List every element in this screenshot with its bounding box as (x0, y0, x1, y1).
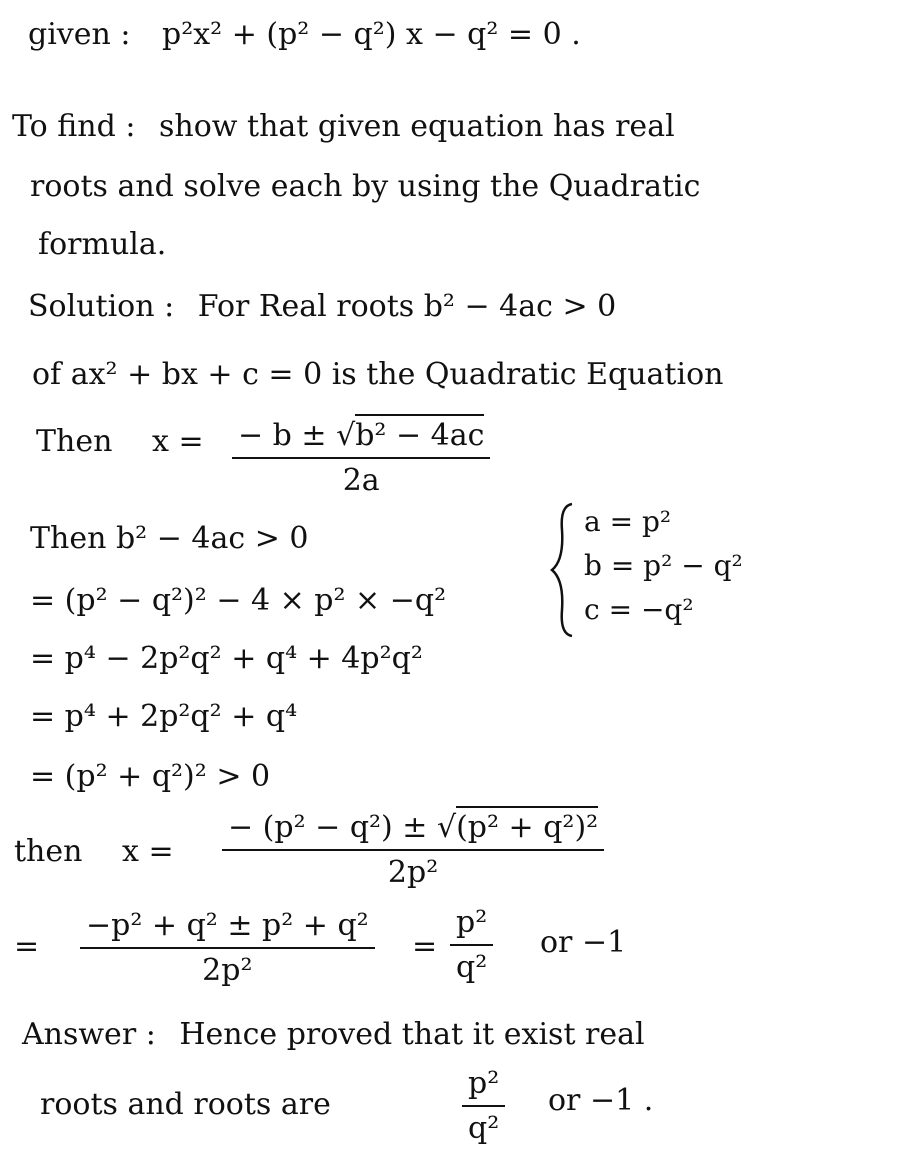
coefficients-box (548, 500, 748, 640)
roots-denominator: 2p² (387, 855, 439, 890)
solution-label: Solution : (28, 289, 175, 324)
quadratic-formula-numerator (232, 418, 490, 459)
answer-fraction (462, 1066, 505, 1146)
curly-brace-icon (548, 500, 578, 640)
solution-text-1: For Real roots b² − 4ac > 0 (197, 289, 617, 324)
quadratic-formula-radicand: b² − 4ac (355, 414, 484, 453)
given-line (28, 18, 581, 51)
answer-fraction-numerator: p² (462, 1066, 505, 1107)
solution-line-1 (28, 290, 616, 323)
discriminant-step-1: = (p² − q²)² − 4 × p² × −q² (30, 583, 447, 618)
discriminant-step-4: = (p² + q²)² > 0 (30, 759, 271, 794)
discriminant-then-line: Then b² − 4ac > 0 (30, 521, 309, 556)
roots-radicand: (p² + q²)² (456, 806, 598, 845)
to-find-label: To find : (12, 109, 136, 144)
coefficient-b: b = p² − q² (584, 549, 743, 582)
answer-line-2: roots and roots are (40, 1087, 331, 1122)
to-find-text-1: show that given equation has real (159, 109, 675, 144)
quadratic-formula-denominator: 2a (342, 463, 380, 498)
answer-label: Answer : (22, 1017, 156, 1052)
simplified-denominator: 2p² (202, 953, 253, 988)
roots-fraction (222, 810, 604, 890)
roots-lhs: x = (122, 834, 174, 869)
discriminant-step-2: = p⁴ − 2p²q² + q⁴ + 4p²q² (30, 641, 423, 676)
coefficient-c: c = −q² (584, 593, 694, 626)
quadratic-formula-fraction (232, 418, 490, 498)
roots-numerator (222, 810, 604, 851)
result-or-text: or −1 (540, 925, 627, 960)
simplified-fraction (80, 908, 375, 988)
quadratic-formula-then: Then (36, 424, 113, 459)
answer-line-2-end: or −1 . (548, 1083, 654, 1118)
result-eq-sign: = (412, 929, 438, 964)
discriminant-step-3: = p⁴ + 2p²q² + q⁴ (30, 699, 298, 734)
answer-line-1 (22, 1018, 645, 1051)
given-label: given : (28, 17, 131, 52)
roots-then-label: then (14, 834, 83, 869)
to-find-line-2: roots and solve each by using the Quadratic (30, 169, 701, 204)
result-fraction (450, 905, 493, 985)
answer-text-1: Hence proved that it exist real (179, 1017, 645, 1052)
quadratic-formula-numerator-pre: − b ± √ (238, 418, 356, 453)
given-equation: p²x² + (p² − q²) x − q² = 0 . (162, 17, 581, 52)
simplified-numerator: −p² + q² ± p² + q² (80, 908, 375, 949)
answer-fraction-denominator: q² (468, 1111, 500, 1146)
result-numerator: p² (450, 905, 493, 946)
roots-numerator-pre: − (p² − q²) ± √ (228, 810, 457, 845)
coefficient-a: a = p² (584, 505, 672, 538)
solution-line-2: of ax² + bx + c = 0 is the Quadratic Equation (32, 357, 724, 392)
coefficients-list (584, 500, 743, 632)
simplified-eq-sign: = (14, 929, 40, 964)
quadratic-formula-lhs: x = (152, 424, 204, 459)
to-find-line-1 (12, 110, 675, 143)
to-find-line-3: formula. (38, 227, 167, 262)
result-denominator: q² (456, 950, 488, 985)
